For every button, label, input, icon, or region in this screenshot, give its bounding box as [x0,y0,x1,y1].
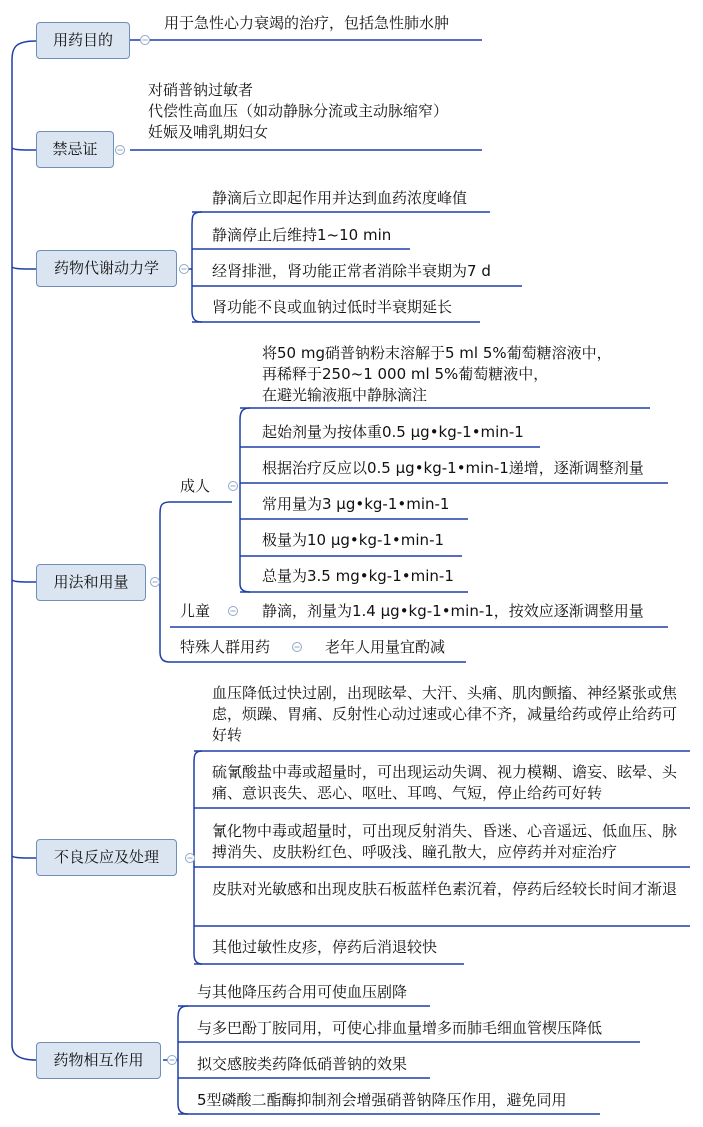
child-item: 静滴，剂量为1.4 μg•kg-1•min-1，按效应逐渐调整用量 [262,602,644,620]
adult-prep-1: 将50 mg硝普钠粉末溶解于5 ml 5%葡萄糖溶液中， [262,344,612,362]
contra-item-1: 对硝普钠过敏者 [148,81,254,99]
interact-bracket [178,1006,188,1114]
category-pk[interactable]: 药物代谢动力学 [36,250,177,287]
trunk-branch-contra [12,148,36,150]
child-label[interactable]: 儿童 [180,602,211,620]
adult-label[interactable]: 成人 [180,477,211,495]
category-dosage[interactable]: 用法和用量 [36,564,146,601]
collapse-icon-child [229,607,238,616]
pk-item-3: 经肾排泄，肾功能正常者消除半衰期为7 d [212,262,491,280]
category-interact[interactable]: 药物相互作用 [36,1042,161,1079]
adult-item-3: 常用量为3 μg•kg-1•min-1 [262,495,450,513]
collapse-icon-dosage [151,578,160,587]
pk-item-4: 肾功能不良或血钠过低时半衰期延长 [212,298,453,316]
adverse-item-4: 皮肤对光敏感和出现皮肤石板蓝样色素沉着，停药后经较长时间才渐退 [212,880,678,898]
trunk-branch-dosage [12,580,36,582]
interact-item-1: 与其他降压药合用可使血压剧降 [197,983,408,1001]
trunk-branch-adverse [12,856,36,858]
purpose-item: 用于急性心力衰竭的治疗，包括急性肺水肿 [164,14,450,32]
adult-bracket [240,408,250,592]
category-adverse[interactable]: 不良反应及处理 [36,839,177,876]
trunk-branch-pk [12,267,36,269]
dosage-bracket [160,502,170,662]
collapse-icon-adverse [186,854,195,863]
adult-item-5: 总量为3.5 mg•kg-1•min-1 [262,567,454,585]
trunk-line [12,41,36,1060]
adverse-item-1: 血压降低过快过剧，出现眩晕、大汗、头痛、肌肉颤搐、神经紧张或焦虑，烦躁、胃痛、反射性心动过速或心律不齐，减量给药或停止给药可好转 [212,684,678,744]
adverse-item-3: 氰化物中毒或超量时，可出现反射消失、昏迷、心音遥远、低血压、脉搏消失、皮肤粉红色、呼吸浅、瞳孔散大，应停药并对症治疗 [212,822,678,861]
pk-item-2: 静滴停止后维持1~10 min [212,226,392,244]
collapse-icon-interact [168,1056,177,1065]
adverse-item-2: 硫氰酸盐中毒或超量时，可出现运动失调、视力模糊、谵妄、眩晕、头痛、意识丧失、恶心、呕吐、耳鸣、气短，停止给药可好转 [212,763,678,802]
collapse-icon-contra [116,146,125,155]
collapse-icon-purpose [141,36,150,45]
category-purpose[interactable]: 用药目的 [36,22,130,59]
special-item: 老年人用量宜酌减 [325,638,446,656]
collapse-icon-adult [229,482,238,491]
interact-item-3: 拟交感胺类药降低硝普钠的效果 [197,1055,408,1073]
collapse-icon-pk [180,265,189,274]
interact-item-2: 与多巴酚丁胺同用，可使心排血量增多而肺毛细血管楔压降低 [197,1019,603,1037]
collapse-icon-special [293,643,302,652]
adult-prep-2: 再稀释于250~1 000 ml 5%葡萄糖液中， [262,365,549,383]
adverse-bracket [194,751,202,964]
special-label[interactable]: 特殊人群用药 [180,638,271,656]
contra-item-3: 妊娠及哺乳期妇女 [148,123,269,141]
adult-prep-3: 在避光输液瓶中静脉滴注 [262,386,428,404]
interact-item-4: 5型磷酸二酯酶抑制剂会增强硝普钠降压作用，避免同用 [197,1091,567,1109]
adult-item-1: 起始剂量为按体重0.5 μg•kg-1•min-1 [262,423,524,441]
pk-item-1: 静滴后立即起作用并达到血药浓度峰值 [212,189,468,207]
adverse-item-5: 其他过敏性皮疹，停药后消退较快 [212,938,438,956]
contra-item-2: 代偿性高血压（如动静脉分流或主动脉缩窄） [148,102,449,120]
adult-item-2: 根据治疗反应以0.5 μg•kg-1•min-1递增，逐渐调整剂量 [262,459,644,477]
category-contra[interactable]: 禁忌证 [36,131,114,168]
pk-bracket [192,212,202,322]
adult-item-4: 极量为10 μg•kg-1•min-1 [262,531,445,549]
